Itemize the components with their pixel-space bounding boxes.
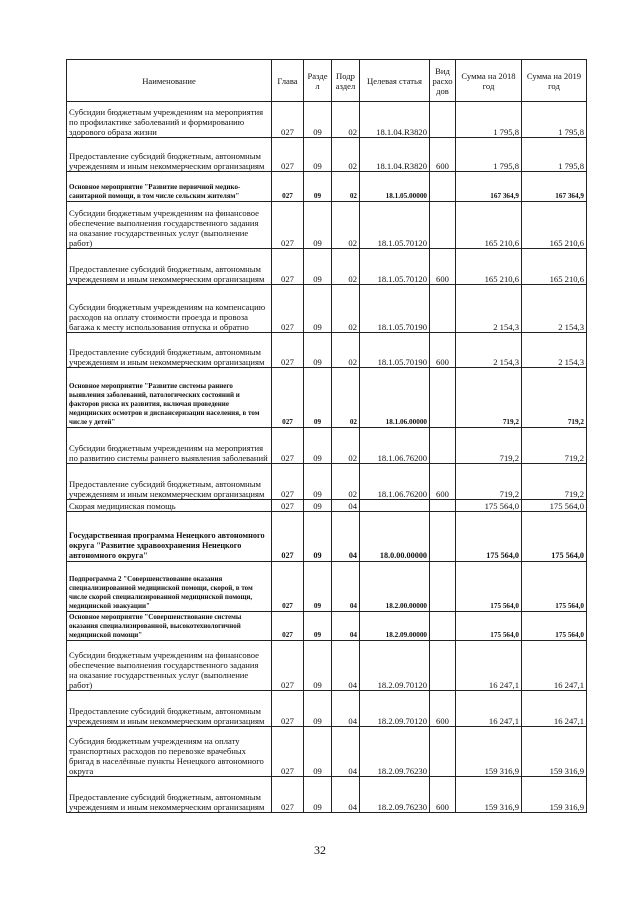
cell-subsection: 04 xyxy=(332,691,360,727)
cell-section: 09 xyxy=(304,102,332,138)
header-sum-2019: Сумма на 2019 год xyxy=(522,60,587,102)
cell-subsection: 04 xyxy=(332,512,360,562)
table-row xyxy=(67,285,587,333)
cell-sum-2019: 1 795,8 xyxy=(522,102,587,138)
cell-expense-type: 600 xyxy=(430,777,456,813)
cell-name: Подпрограмма 2 "Совершенствование оказания специализированной медицинской помощи, скорой, в том числе скорой специализированной медицинской помощи, медицинской эвакуации" xyxy=(67,562,272,612)
table-row xyxy=(67,249,587,285)
cell-chapter: 027 xyxy=(272,285,304,333)
cell-chapter: 027 xyxy=(272,612,304,641)
cell-section: 09 xyxy=(304,368,332,428)
cell-sum-2019: 2 154,3 xyxy=(522,285,587,333)
table-row xyxy=(67,368,587,428)
table-row xyxy=(67,641,587,691)
cell-section: 09 xyxy=(304,691,332,727)
cell-chapter: 027 xyxy=(272,102,304,138)
table-row xyxy=(67,333,587,368)
table-row xyxy=(67,512,587,562)
cell-target xyxy=(360,500,430,512)
cell-sum-2019: 1 795,8 xyxy=(522,138,587,172)
cell-section: 09 xyxy=(304,612,332,641)
cell-name: Государственная программа Ненецкого автономного округа "Развитие здравоохранения Ненецкого автономного округа" xyxy=(67,512,272,562)
cell-expense-type xyxy=(430,612,456,641)
cell-sum-2019: 719,2 xyxy=(522,368,587,428)
cell-target: 18.2.09.70120 xyxy=(360,641,430,691)
header-subsection: Подр аздел xyxy=(332,60,360,102)
cell-subsection: 02 xyxy=(332,333,360,368)
cell-subsection: 02 xyxy=(332,138,360,172)
cell-chapter: 027 xyxy=(272,249,304,285)
cell-section: 09 xyxy=(304,500,332,512)
table-row xyxy=(67,102,587,138)
cell-sum-2019: 16 247,1 xyxy=(522,691,587,727)
cell-sum-2018: 165 210,6 xyxy=(456,202,522,249)
cell-target: 18.1.05.70120 xyxy=(360,249,430,285)
cell-sum-2018: 165 210,6 xyxy=(456,249,522,285)
cell-subsection: 02 xyxy=(332,102,360,138)
cell-subsection: 04 xyxy=(332,641,360,691)
cell-target: 18.0.00.00000 xyxy=(360,512,430,562)
cell-subsection: 02 xyxy=(332,464,360,500)
cell-expense-type xyxy=(430,368,456,428)
cell-target: 18.1.05.70190 xyxy=(360,285,430,333)
cell-expense-type: 600 xyxy=(430,138,456,172)
cell-chapter: 027 xyxy=(272,641,304,691)
cell-target: 18.1.05.70120 xyxy=(360,202,430,249)
cell-sum-2018: 719,2 xyxy=(456,428,522,464)
cell-target: 18.1.05.00000 xyxy=(360,172,430,202)
cell-chapter: 027 xyxy=(272,202,304,249)
cell-expense-type xyxy=(430,285,456,333)
cell-name: Субсидии бюджетным учреждениям на мероприятия по развитию системы раннего выявления заболеваний xyxy=(67,428,272,464)
cell-expense-type: 600 xyxy=(430,691,456,727)
table-row xyxy=(67,727,587,777)
cell-chapter: 027 xyxy=(272,464,304,500)
table-row xyxy=(67,562,587,612)
cell-subsection: 02 xyxy=(332,249,360,285)
cell-subsection: 02 xyxy=(332,285,360,333)
cell-sum-2019: 175 564,0 xyxy=(522,512,587,562)
cell-expense-type xyxy=(430,562,456,612)
cell-expense-type xyxy=(430,428,456,464)
page-number: 32 xyxy=(314,843,326,857)
cell-name: Основное мероприятие "Развитие системы раннего выявления заболеваний, патологических состояний и факторов риска их развития, включая проведение медицинских осмотров и диспансеризации населения, в том числе у детей" xyxy=(67,368,272,428)
table-row xyxy=(67,138,587,172)
table-body xyxy=(67,102,587,813)
cell-chapter: 027 xyxy=(272,691,304,727)
cell-sum-2019: 719,2 xyxy=(522,428,587,464)
cell-target: 18.1.06.00000 xyxy=(360,368,430,428)
cell-chapter: 027 xyxy=(272,428,304,464)
cell-target: 18.2.00.00000 xyxy=(360,562,430,612)
cell-section: 09 xyxy=(304,285,332,333)
cell-subsection: 02 xyxy=(332,172,360,202)
cell-sum-2018: 2 154,3 xyxy=(456,333,522,368)
cell-target: 18.1.05.70190 xyxy=(360,333,430,368)
cell-sum-2019: 159 316,9 xyxy=(522,777,587,813)
cell-target: 18.1.06.76200 xyxy=(360,464,430,500)
budget-table xyxy=(66,59,587,813)
cell-target: 18.1.06.76200 xyxy=(360,428,430,464)
cell-sum-2018: 2 154,3 xyxy=(456,285,522,333)
cell-subsection: 04 xyxy=(332,612,360,641)
cell-name: Субсидия бюджетным учреждениям на оплату транспортных расходов по перевозке врачебных бригад в населённые пункты Ненецкого автономного округа xyxy=(67,727,272,777)
table-row xyxy=(67,777,587,813)
cell-sum-2018: 175 564,0 xyxy=(456,562,522,612)
table-row xyxy=(67,612,587,641)
cell-sum-2018: 719,2 xyxy=(456,368,522,428)
cell-name: Предоставление субсидий бюджетным, автономным учреждениям и иным некоммерческим организациям xyxy=(67,777,272,813)
cell-sum-2019: 165 210,6 xyxy=(522,202,587,249)
header-chapter: Глава xyxy=(272,60,304,102)
cell-section: 09 xyxy=(304,641,332,691)
cell-target: 18.2.09.76230 xyxy=(360,727,430,777)
header-expense-type: Вид расхо дов xyxy=(430,60,456,102)
cell-name: Основное мероприятие "Развитие первичной медико-санитарной помощи, в том числе сельским жителям" xyxy=(67,172,272,202)
table-header-row xyxy=(67,60,587,102)
cell-sum-2018: 159 316,9 xyxy=(456,727,522,777)
header-section: Разде л xyxy=(304,60,332,102)
cell-section: 09 xyxy=(304,777,332,813)
cell-section: 09 xyxy=(304,562,332,612)
cell-sum-2018: 16 247,1 xyxy=(456,691,522,727)
cell-sum-2019: 2 154,3 xyxy=(522,333,587,368)
cell-name: Субсидии бюджетным учреждениям на финансовое обеспечение выполнения государственного задания на оказание государственных услуг (выполнение работ) xyxy=(67,202,272,249)
cell-subsection: 02 xyxy=(332,368,360,428)
cell-sum-2019: 175 564,0 xyxy=(522,500,587,512)
cell-chapter: 027 xyxy=(272,500,304,512)
cell-sum-2018: 175 564,0 xyxy=(456,612,522,641)
cell-expense-type xyxy=(430,172,456,202)
cell-name: Предоставление субсидий бюджетным, автономным учреждениям и иным некоммерческим организациям xyxy=(67,333,272,368)
cell-target: 18.2.09.00000 xyxy=(360,612,430,641)
cell-sum-2018: 719,2 xyxy=(456,464,522,500)
cell-sum-2018: 175 564,0 xyxy=(456,500,522,512)
cell-section: 09 xyxy=(304,172,332,202)
cell-chapter: 027 xyxy=(272,512,304,562)
table-row xyxy=(67,172,587,202)
cell-subsection: 02 xyxy=(332,428,360,464)
cell-section: 09 xyxy=(304,333,332,368)
cell-expense-type xyxy=(430,727,456,777)
cell-name: Предоставление субсидий бюджетным, автономным учреждениям и иным некоммерческим организациям xyxy=(67,249,272,285)
cell-name: Субсидии бюджетным учреждениям на мероприятия по профилактике заболеваний и формированию здорового образа жизни xyxy=(67,102,272,138)
cell-target: 18.2.09.70120 xyxy=(360,691,430,727)
cell-name: Предоставление субсидий бюджетным, автономным учреждениям и иным некоммерческим организациям xyxy=(67,691,272,727)
cell-section: 09 xyxy=(304,138,332,172)
cell-target: 18.2.09.76230 xyxy=(360,777,430,813)
cell-expense-type xyxy=(430,202,456,249)
cell-sum-2019: 167 364,9 xyxy=(522,172,587,202)
cell-expense-type xyxy=(430,102,456,138)
header-name: Наименование xyxy=(67,60,272,102)
cell-sum-2019: 175 564,0 xyxy=(522,612,587,641)
cell-sum-2018: 1 795,8 xyxy=(456,102,522,138)
cell-name: Основное мероприятие "Совершенствование системы оказания специализированной, высокотехнологичной медицинской помощи" xyxy=(67,612,272,641)
cell-section: 09 xyxy=(304,428,332,464)
table-row xyxy=(67,500,587,512)
cell-chapter: 027 xyxy=(272,562,304,612)
cell-section: 09 xyxy=(304,249,332,285)
header-sum-2018: Сумма на 2018 год xyxy=(456,60,522,102)
cell-target: 18.1.04.R3820 xyxy=(360,138,430,172)
cell-sum-2019: 165 210,6 xyxy=(522,249,587,285)
cell-chapter: 027 xyxy=(272,333,304,368)
cell-sum-2019: 159 316,9 xyxy=(522,727,587,777)
cell-name: Предоставление субсидий бюджетным, автономным учреждениям и иным некоммерческим организациям xyxy=(67,138,272,172)
table-row xyxy=(67,464,587,500)
cell-sum-2018: 1 795,8 xyxy=(456,138,522,172)
cell-name: Субсидии бюджетным учреждениям на финансовое обеспечение выполнения государственного задания на оказание государственных услуг (выполнение работ) xyxy=(67,641,272,691)
table-row xyxy=(67,202,587,249)
cell-chapter: 027 xyxy=(272,138,304,172)
table-row xyxy=(67,428,587,464)
cell-section: 09 xyxy=(304,464,332,500)
cell-expense-type xyxy=(430,641,456,691)
cell-sum-2019: 16 247,1 xyxy=(522,641,587,691)
cell-expense-type xyxy=(430,512,456,562)
cell-chapter: 027 xyxy=(272,777,304,813)
cell-sum-2018: 167 364,9 xyxy=(456,172,522,202)
cell-name: Предоставление субсидий бюджетным, автономным учреждениям и иным некоммерческим организациям xyxy=(67,464,272,500)
cell-name: Субсидии бюджетным учреждениям на компенсацию расходов на оплату стоимости проезда и провоза багажа к месту использования отпуска и обратно xyxy=(67,285,272,333)
cell-name: Скорая медицинская помощь xyxy=(67,500,272,512)
cell-section: 09 xyxy=(304,727,332,777)
header-target: Целевая статья xyxy=(360,60,430,102)
cell-sum-2019: 719,2 xyxy=(522,464,587,500)
cell-chapter: 027 xyxy=(272,368,304,428)
cell-expense-type: 600 xyxy=(430,464,456,500)
cell-expense-type: 600 xyxy=(430,249,456,285)
cell-subsection: 04 xyxy=(332,777,360,813)
cell-section: 09 xyxy=(304,202,332,249)
cell-sum-2018: 175 564,0 xyxy=(456,512,522,562)
cell-expense-type xyxy=(430,500,456,512)
cell-sum-2019: 175 564,0 xyxy=(522,562,587,612)
cell-sum-2018: 16 247,1 xyxy=(456,641,522,691)
cell-subsection: 04 xyxy=(332,727,360,777)
cell-subsection: 04 xyxy=(332,562,360,612)
cell-target: 18.1.04.R3820 xyxy=(360,102,430,138)
cell-subsection: 04 xyxy=(332,500,360,512)
table-row xyxy=(67,691,587,727)
cell-subsection: 02 xyxy=(332,202,360,249)
cell-expense-type: 600 xyxy=(430,333,456,368)
cell-chapter: 027 xyxy=(272,172,304,202)
cell-chapter: 027 xyxy=(272,727,304,777)
cell-sum-2018: 159 316,9 xyxy=(456,777,522,813)
cell-section: 09 xyxy=(304,512,332,562)
